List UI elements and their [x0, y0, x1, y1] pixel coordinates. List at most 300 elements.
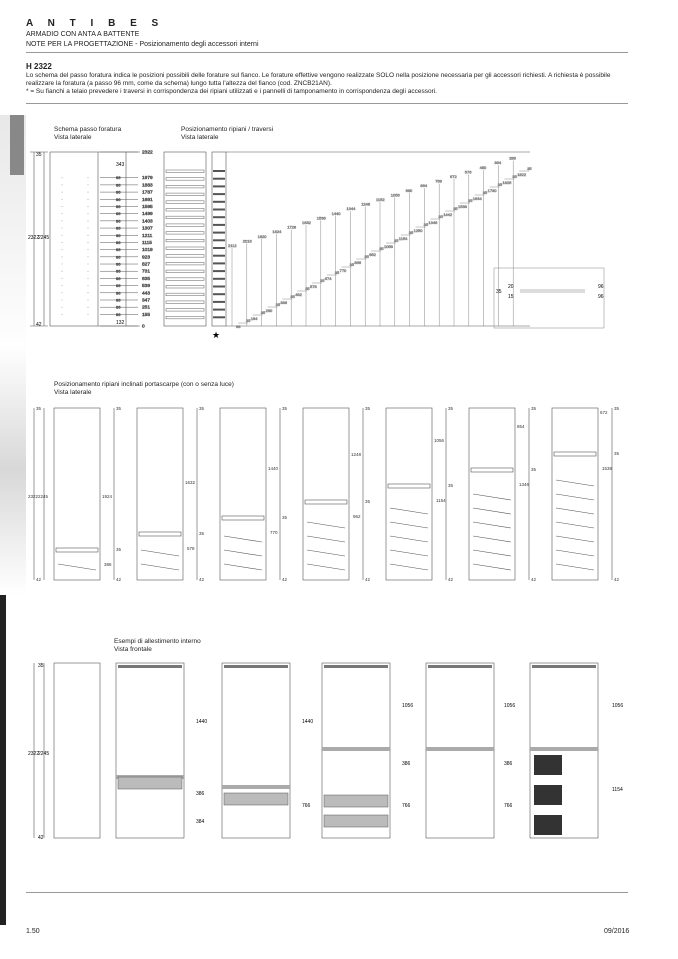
upper-dim-label: 1248 — [361, 201, 371, 207]
s2-title-2: Vista laterale — [54, 389, 92, 396]
upper-dim-label: 1824 — [272, 229, 282, 235]
upper-dim-label: 672 — [450, 174, 457, 179]
inclined-shelf — [556, 564, 594, 570]
shelf — [166, 286, 204, 289]
inclined-shelf — [307, 522, 345, 528]
traverse — [213, 262, 225, 264]
hole-dot — [62, 256, 63, 257]
hole-dot — [62, 242, 63, 243]
inclined-shelf — [307, 536, 345, 542]
interior-shelf — [222, 785, 290, 789]
lower-dim-label: 1250 — [413, 228, 423, 233]
shelf — [166, 262, 204, 265]
s2-top-left: 35 — [36, 406, 42, 411]
brand-title: A N T I B E S — [26, 18, 165, 29]
lower-dim-label: 962 — [369, 252, 376, 257]
upper-dim-label: 864 — [420, 183, 428, 189]
dark-drawer — [534, 755, 562, 775]
detail-15: 15 — [508, 294, 514, 300]
upper-dim-label: 1632 — [302, 220, 311, 225]
s2-top: 35 — [448, 406, 454, 411]
gap-label: 35 — [394, 238, 399, 243]
hole-dot — [88, 271, 89, 272]
hole-dot — [62, 278, 63, 279]
inclined-shelf — [390, 522, 428, 528]
step-label: 96 — [116, 175, 121, 181]
hole-dot — [62, 314, 63, 315]
lower-dim-label: 770 — [339, 268, 347, 273]
step-label: 96 — [116, 304, 121, 310]
s3-bottom: 42 — [38, 835, 44, 841]
inclined-shelf — [556, 508, 594, 514]
inclined-shelf — [307, 550, 345, 556]
s2-top: 35 — [614, 406, 620, 411]
lower-dim-label: 1922 — [517, 172, 527, 177]
ex1-mid: 386 — [196, 791, 205, 797]
shelf — [166, 278, 204, 281]
ex1-upper: 1440 — [196, 719, 208, 725]
hanging-rail — [428, 665, 492, 668]
hole-dot — [88, 299, 89, 300]
detail-96b: 96 — [598, 294, 604, 300]
shelf — [166, 170, 204, 173]
gap-label: 35 — [246, 318, 251, 323]
hole-height-label: 443 — [142, 291, 151, 297]
notes-text-2: * = Su fianchi a telaio prevedere i traversi in corrispondenza dei ripiani utilizzati e i pannelli di tamponamento in corrispondenza degli accessori. — [26, 88, 437, 95]
shelf — [166, 232, 204, 235]
traverse — [213, 193, 225, 195]
upper-dim-label: 288 — [509, 155, 516, 161]
upper-dim-label: 480 — [479, 164, 487, 170]
s1-label-b2: Vista laterale — [181, 134, 219, 141]
traverse — [213, 255, 225, 257]
lower-dim-label: 578 — [310, 284, 317, 289]
s1-label-a1: Schema passo foratura — [54, 126, 122, 133]
inclined-shelf — [556, 550, 594, 556]
hole-height-label: 251 — [142, 305, 151, 311]
upper-dim-label: 960 — [405, 187, 413, 193]
traverse — [213, 209, 225, 211]
inclined-shelf — [556, 522, 594, 528]
upper-dim-label: 384 — [494, 160, 502, 166]
s3-total-b: 2245 — [38, 751, 50, 757]
s2-lower-label: 1346 — [519, 482, 530, 487]
s2-bottom: 42 — [199, 577, 205, 582]
hole-height-label: 1307 — [142, 226, 153, 232]
hole-dot — [62, 249, 63, 250]
upper-dim-label: 1536 — [316, 215, 326, 221]
s1-bottom: 42 — [36, 322, 42, 328]
step-label: 96 — [116, 225, 121, 231]
gap-label: 35 — [379, 246, 384, 251]
inclined-shelf — [224, 564, 262, 570]
upper-dim-label: 1344 — [346, 206, 356, 212]
hole-dot — [62, 199, 63, 200]
gap-label: 35 — [334, 270, 340, 275]
step-label: 96 — [116, 196, 121, 202]
traverse — [213, 232, 225, 234]
inclined-shelf — [473, 564, 511, 570]
inclined-shelf — [473, 494, 511, 500]
s2-bottom: 42 — [531, 577, 537, 582]
hanging-rail — [532, 665, 596, 668]
s1-total-a: 2322 — [28, 235, 40, 241]
rack-shelf — [388, 484, 430, 488]
upper-dim-label: 768 — [435, 178, 442, 184]
ex5-low: 1154 — [612, 787, 623, 793]
traverse — [213, 286, 225, 288]
ex3-low: 766 — [402, 803, 411, 809]
ex4-low: 766 — [504, 803, 513, 809]
hole-height-label: 1979 — [142, 176, 153, 182]
dark-drawer — [534, 785, 562, 805]
inclined-shelf — [473, 508, 511, 514]
hole-dot — [88, 307, 89, 308]
inclined-shelf — [141, 564, 179, 570]
shelf — [166, 201, 204, 204]
upper-dim-label: 1440 — [331, 210, 341, 216]
rack-panel — [220, 408, 266, 580]
section-subtitle: NOTE PER LA PROGETTAZIONE - Posizionamento degli accessori interni — [26, 41, 259, 48]
ex2-low: 766 — [302, 803, 311, 809]
s2-bottom: 42 — [614, 577, 620, 582]
lower-dim-label: 1634 — [472, 196, 482, 201]
s3-total-a: 2322 — [28, 751, 40, 757]
s2-top: 35 — [531, 406, 537, 411]
hole-height-label: 2322 — [142, 150, 153, 156]
shelf — [166, 193, 204, 196]
gap-label: 35 — [468, 198, 473, 203]
s2-mid: 35 — [448, 483, 454, 488]
lower-dim-label: 1154 — [398, 236, 408, 241]
star-icon: ★ — [212, 330, 221, 340]
hole-dot — [88, 220, 89, 221]
lower-dim-label: 1058 — [384, 244, 393, 249]
step-label: 96 — [116, 275, 121, 281]
s2-mid: 35 — [531, 467, 537, 472]
upper-dim-label: 2016 — [242, 238, 252, 244]
shelf — [166, 316, 204, 319]
gap-label: 35 — [260, 310, 266, 315]
hole-height-label: 1595 — [142, 204, 153, 210]
hole-height-label: 1499 — [142, 212, 153, 218]
notes-paragraph — [26, 72, 636, 96]
lower-dim-label: 1346 — [428, 220, 438, 225]
rack-panel — [54, 408, 100, 580]
gap-label: 35 — [275, 302, 281, 307]
traverse — [213, 201, 225, 203]
s2-upper-label: 1632 — [185, 480, 196, 485]
drawer — [118, 777, 182, 789]
step-label: 96 — [116, 239, 121, 245]
inclined-shelf — [473, 522, 511, 528]
hole-height-label: 731 — [142, 269, 151, 275]
step-label: 96 — [116, 261, 121, 267]
dark-drawer — [534, 815, 562, 835]
inclined-shelf — [556, 536, 594, 542]
traverse — [213, 309, 225, 311]
s2-bottom: 42 — [365, 577, 371, 582]
lower-dim-label: 1826 — [502, 180, 512, 185]
gap-label: 35 — [512, 174, 517, 179]
traverse — [213, 301, 225, 303]
inclined-shelf — [473, 550, 511, 556]
step-label: 96 — [116, 268, 121, 274]
hanging-rail — [224, 665, 288, 668]
s3-top: 35 — [38, 663, 44, 669]
lower-dim-label: 98 — [236, 324, 241, 329]
hole-height-label: 155 — [142, 312, 151, 318]
upper-dim-label: 1728 — [287, 224, 297, 230]
s1-label-a2: Vista laterale — [54, 134, 92, 141]
traverse — [213, 239, 225, 241]
rack-panel — [386, 408, 432, 580]
lower-dim-label: 290 — [265, 308, 273, 313]
step-label: 96 — [116, 182, 121, 188]
s2-bottom: 42 — [448, 577, 454, 582]
interior-shelf — [426, 747, 494, 751]
hole-dot — [62, 228, 63, 229]
hole-dot — [62, 285, 63, 286]
rack-shelf — [222, 516, 264, 520]
traverse — [213, 216, 225, 218]
hole-height-label: 1403 — [142, 219, 153, 225]
lower-dim-label: 482 — [295, 292, 302, 297]
hole-dot — [62, 177, 63, 178]
s3-title-1: Esempi di allestimento interno — [114, 638, 201, 645]
s2-top: 35 — [199, 406, 205, 411]
step-label: 96 — [116, 311, 121, 317]
shelf — [166, 293, 204, 296]
traverse — [213, 178, 225, 180]
s2-total-a: 2322 — [28, 494, 39, 499]
hole-dot — [88, 242, 89, 243]
gap-label: 35 — [349, 262, 355, 267]
ex4-mid: 386 — [504, 761, 513, 767]
rack-shelf — [305, 500, 347, 504]
detail-20: 20 — [508, 284, 514, 290]
hole-height-label: 1787 — [142, 190, 153, 196]
hole-dot — [88, 235, 89, 236]
gap-label: 35 — [408, 230, 414, 235]
page-number: 1.50 — [26, 928, 40, 935]
s2-upper-label: 672 — [600, 410, 608, 415]
inclined-shelf — [224, 536, 262, 542]
upper-dim-label: 1056 — [390, 192, 400, 198]
lower-dim-label: 1730 — [487, 188, 497, 193]
lower-dim-label: 1538 — [458, 204, 467, 209]
detail-35: 35 — [496, 289, 502, 295]
rack-panel — [469, 408, 515, 580]
hole-dot — [62, 213, 63, 214]
s3-label — [114, 638, 201, 654]
footer-rule — [26, 892, 628, 893]
shelf — [166, 185, 204, 188]
hole-dot — [62, 206, 63, 207]
s2-bottom-left: 42 — [36, 577, 42, 582]
lower-dim-label: 194 — [250, 316, 258, 321]
drawer — [224, 793, 288, 805]
shelf — [166, 239, 204, 242]
step-label: 96 — [116, 189, 121, 195]
shelf — [166, 301, 204, 304]
inclined-shelf — [390, 508, 428, 514]
s2-mid: 35 — [614, 451, 620, 456]
step-label: 96 — [116, 290, 121, 296]
traverse — [213, 224, 225, 226]
hole-height-label: 0 — [142, 324, 145, 330]
gap-label: 35 — [320, 278, 325, 283]
s2-mid: 35 — [116, 547, 122, 552]
ex4-upper: 1056 — [504, 703, 516, 709]
ex1-low: 384 — [196, 819, 205, 825]
s2-upper-label: 864 — [517, 424, 525, 429]
hole-height-label: 923 — [142, 255, 151, 261]
lower-dim-label: 866 — [354, 260, 362, 265]
footer-date: 09/2016 — [604, 928, 630, 935]
s2-bottom: 42 — [116, 577, 122, 582]
hole-dot — [88, 292, 89, 293]
s2-mid: 35 — [365, 499, 371, 504]
inclined-shelf — [390, 564, 428, 570]
traverse — [213, 278, 225, 280]
s2-lower-label: 962 — [353, 514, 361, 519]
inclined-shelf — [307, 564, 345, 570]
s2-mid: 35 — [282, 515, 288, 520]
s2-upper-label: 1248 — [351, 452, 362, 457]
lower-dim-label: 674 — [324, 276, 332, 281]
s2-mid: 35 — [199, 531, 205, 536]
hole-height-label: 347 — [142, 298, 151, 304]
inclined-shelf — [224, 550, 262, 556]
gap-label: 35 — [497, 182, 503, 187]
hole-height-label: 539 — [142, 284, 151, 290]
s2-total-b: 2245 — [38, 494, 49, 499]
hole-dot — [62, 220, 63, 221]
traverse — [213, 185, 225, 187]
hole-dot — [88, 192, 89, 193]
gap-label: 35 — [423, 222, 429, 227]
upper-dim-label: 1152 — [376, 197, 385, 202]
gap-label: 35 — [453, 206, 458, 211]
gap-label: 35 — [482, 190, 488, 195]
rack-shelf — [56, 548, 98, 552]
hole-dot — [88, 314, 89, 315]
s2-top: 35 — [282, 406, 288, 411]
hole-dot — [88, 184, 89, 185]
s1-total-b: 2245 — [38, 235, 50, 241]
inclined-shelf — [556, 494, 594, 500]
hole-dot — [88, 256, 89, 257]
hole-dot — [62, 307, 63, 308]
upper-dim-label: 1920 — [257, 233, 267, 239]
rack-shelf — [139, 532, 181, 536]
hole-dot — [88, 228, 89, 229]
step-label: 96 — [116, 232, 121, 238]
shelf — [166, 255, 204, 258]
hole-height-label: 827 — [142, 262, 151, 268]
shelf — [166, 209, 204, 212]
hanging-rail — [118, 665, 182, 668]
hole-dot — [62, 192, 63, 193]
hole-dot — [88, 177, 89, 178]
step-label: 96 — [116, 283, 121, 289]
s2-title-1: Posizionamento ripiani inclinati portascarpe (con o senza luce) — [54, 381, 234, 388]
drawer — [324, 815, 388, 827]
s3-title-2: Vista frontale — [114, 646, 152, 653]
inclined-shelf — [556, 480, 594, 486]
hanging-rail — [324, 665, 388, 668]
s2-lower-label: 578 — [187, 546, 195, 551]
shelf — [166, 247, 204, 250]
rack-panel — [137, 408, 183, 580]
notes-rule — [26, 103, 628, 104]
drawer — [324, 795, 388, 807]
hole-dot — [88, 285, 89, 286]
hole-height-label: 1691 — [142, 197, 153, 203]
shelf — [166, 178, 204, 181]
traverse — [213, 270, 225, 272]
hole-height-label: 1115 — [142, 240, 152, 246]
shelf — [166, 224, 204, 227]
shelf — [166, 270, 204, 273]
s2-top: 35 — [365, 406, 371, 411]
s2-lower-label: 1154 — [436, 498, 446, 503]
inclined-shelf — [390, 550, 428, 556]
hole-height-label: 1211 — [142, 233, 153, 239]
ex3-mid: 386 — [402, 761, 411, 767]
traverse — [213, 293, 225, 295]
notes-text-1: Lo schema del passo foratura indica le posizioni possibili delle forature sul fianco. Le forature effettive vengono realizzate SOLO nella posizione necessaria per gli accessori richiesti. A richiesta è possibile realizzare la foratura (a passo 96 mm, come da schema) lungo tutta l'altezza del fianco (cod. ZNCB21AN). — [26, 72, 611, 87]
inclined-shelf — [58, 564, 96, 570]
lower-dim-label: 386 — [280, 300, 288, 305]
s2-upper-label: 1056 — [434, 438, 445, 443]
ex5-upper: 1056 — [612, 703, 624, 709]
hole-dot — [62, 271, 63, 272]
rack-shelf — [554, 452, 596, 456]
s2-lower-label: 770 — [270, 530, 278, 535]
s2-upper-label: 1440 — [268, 466, 279, 471]
s1-drawing — [0, 140, 678, 345]
s3-drawing — [0, 655, 678, 845]
interior-shelf — [322, 747, 390, 751]
gap-label: 35 — [527, 166, 532, 171]
step-label: 96 — [116, 247, 121, 253]
shelf — [166, 216, 204, 219]
product-subtitle: ARMADIO CON ANTA A BATTENTE — [26, 31, 140, 38]
s2-lower-label: 1538 — [602, 466, 613, 471]
ex2-upper: 1440 — [302, 719, 314, 725]
s1-top: 35 — [36, 152, 42, 158]
s2-bottom: 42 — [282, 577, 288, 582]
gap-label: 35 — [438, 214, 443, 219]
hole-dot — [88, 249, 89, 250]
s2-upper-label: 1924 — [102, 494, 113, 499]
s2-top: 35 — [116, 406, 122, 411]
traverse — [213, 316, 225, 318]
hole-height-label: 1883 — [142, 183, 153, 189]
hole-dot — [88, 278, 89, 279]
hole-dot — [88, 264, 89, 265]
height-code: H 2322 — [26, 62, 52, 71]
traverse — [213, 170, 225, 172]
shelf — [166, 309, 204, 312]
rack-shelf — [471, 468, 513, 472]
hole-dot — [62, 299, 63, 300]
hole-dot — [62, 235, 63, 236]
hole-height-label: 635 — [142, 276, 151, 282]
s2-label — [54, 381, 234, 397]
